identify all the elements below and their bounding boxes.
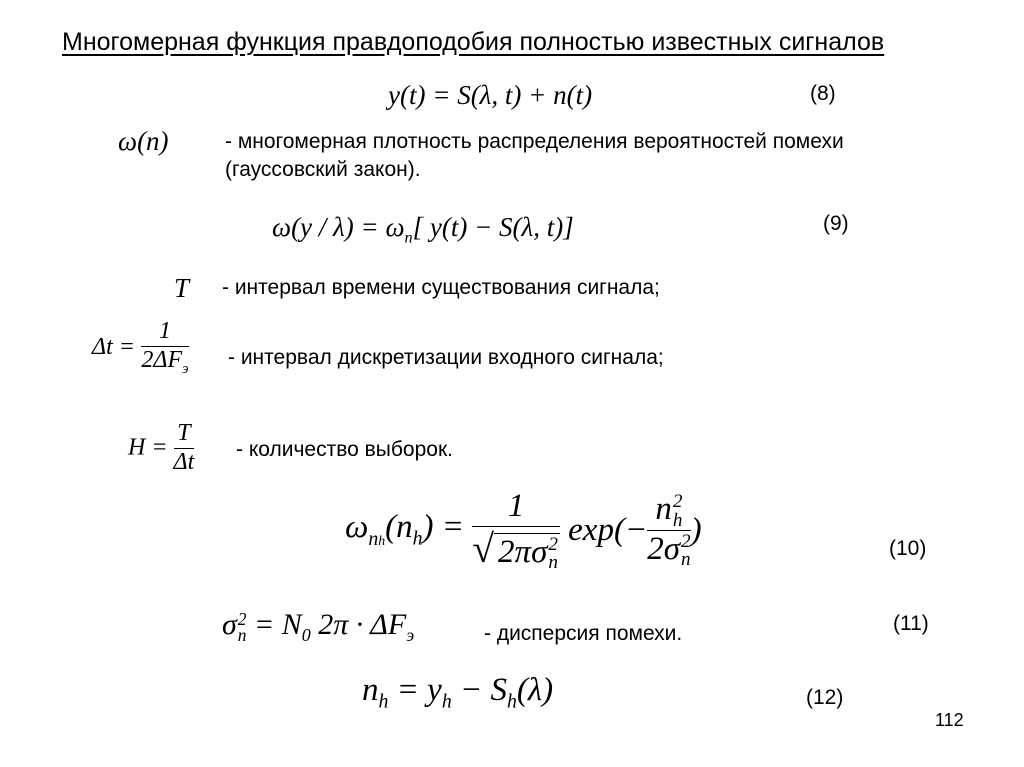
omega-n-symbol: ω(n)	[118, 126, 169, 156]
equation-9-label: (9)	[823, 212, 849, 235]
h-formula: H = $\frac{T}{\Delta t}$	[128, 420, 195, 475]
equation-10: $\omega_{nh}(n_h)$ = 1 √ 2πσ 2 n exp(− n 2 h 2σ 2 n )	[345, 488, 702, 574]
delta-t-fraction: $\frac{1}{2\Delta F_э}$	[141, 318, 189, 377]
page-title: Многомерная функция правдоподобия полностью известных сигналов	[62, 28, 885, 56]
delta-t-description: - интервал дискретизации входного сигнала;	[228, 346, 664, 369]
omega-n-description-line1: - многомерная плотность распределения вероятностей помехи	[225, 130, 844, 153]
equation-11-label: (11)	[893, 612, 929, 635]
omega-n-description-line2: (гауссовский закон).	[225, 158, 421, 181]
equation-10-fraction: 1 √ 2πσ 2 n	[472, 488, 558, 574]
t-symbol: T	[174, 273, 190, 303]
equation-10-exponent-fraction: n 2 h 2σ 2 n	[647, 491, 691, 571]
equation-10-label: (10)	[889, 537, 927, 560]
equation-12-label: (12)	[806, 686, 844, 709]
equation-12: $n_h = y_h - S_h(\lambda)$	[362, 672, 554, 713]
h-fraction: $\frac{T}{\Delta t}$	[173, 420, 195, 475]
equation-11: σ 2 n = $N_0$ $2\pi \cdot \Delta F_э$	[222, 608, 415, 646]
page-number: 112	[935, 710, 964, 730]
equation-8: y(t) = S(λ, t) + n(t)	[388, 80, 593, 110]
h-description: - количество выборок.	[236, 438, 453, 461]
equation-8-label: (8)	[810, 82, 836, 105]
equation-9: $\omega(y / \lambda) = \omega_n$[ y(t) − S(λ, t)]	[272, 212, 574, 247]
delta-t-formula: Δt = $\frac{1}{2\Delta F_э}$	[92, 318, 189, 377]
t-description: - интервал времени существования сигнала;	[222, 276, 660, 299]
equation-11-description: - дисперсия помехи.	[484, 622, 683, 645]
